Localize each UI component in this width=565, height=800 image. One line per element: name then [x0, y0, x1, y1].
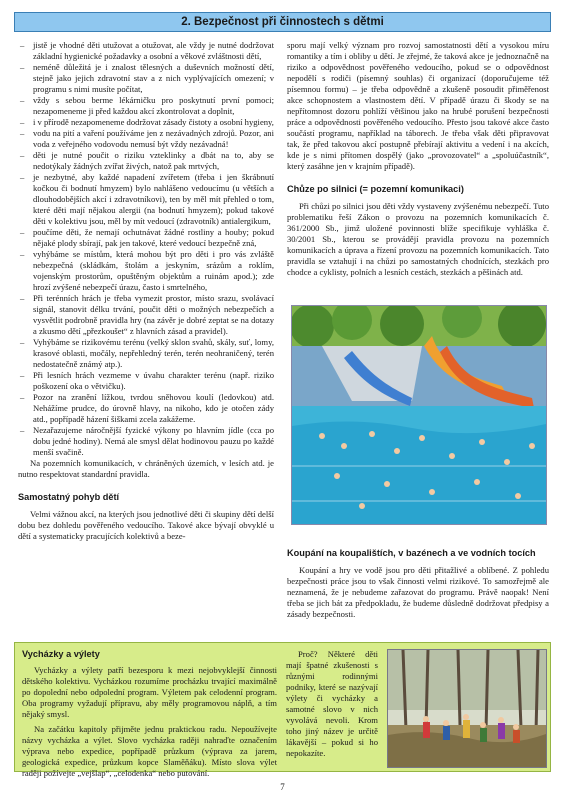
safety-rules-list [18, 40, 274, 458]
paragraph-chuze-po-silnici: Při chůzi po silnici jsou děti vždy vystaveny zvýšenému nebezpečí. Tuto problematiku řeší Zákon o provozu na pozemních komunikacích č. 361/2000 Sb., jimž uložené povinnosti blíže specifikuje vyhláška č. 30/2001 Sb., kterou se provádějí pravidla provozu na pozemních komunikacích a úprava a řízení provozu na pozemních komunikacích. Tato pravidla se vztahují i na chůzi po samostatných chodnících, stezkách pro chodce a cyklisty, polních a lesních cestách, stezkách a pěšinách atd. [287, 201, 549, 277]
list-item: – i v přírodě nezapomeneme dodržovat zásady čistoty a osobní hygieny, [18, 117, 274, 128]
list-item: – neméně důležitá je i znalost tělesných a duševních možností dětí, stejně jako jejich zdravotní stav a z nich vyplývajících omezení; v programu s nimi musíte počítat, [18, 62, 274, 95]
forest-children-photo [387, 649, 547, 768]
list-item: – Při lesních hrách vezmeme v úvahu charakter terénu (např. riziko poškození oka o větvičku). [18, 370, 274, 392]
list-item: – Pozor na zranění lížkou, tvrdou sněhovou koulí (ledovkou) atd. Nehážíme prudce, do úrovně hlavy, na nikoho, kdo je otočen zády atd., popřípadě házení šiškami zcela zakážeme. [18, 392, 274, 425]
swimming-pool-photo [291, 305, 547, 525]
list-item: – je nezbytné, aby každé napadení zvířetem (třeba i jen škrábnutí kočkou či bodnutí hmyzem) bylo nahlášeno vedoucímu (u větších a dlouhodobějších akcí i zdravotníkovi), ten by měl mít přehled o tom, které děti mají nějakou alergii (na bodnutí hmyzem); pokud takové děti v kolektivu jsou, měl by mít vedoucí (zdravotník) antialergikum, [18, 172, 274, 227]
list-item: – vždy s sebou berme lékárničku pro poskytnutí první pomoci; nezapomeneme ji před každou akcí zkontrolovat a doplnit, [18, 95, 274, 117]
list-item: – Vyhýbáme se rizikovému terénu (velký sklon svahů, skály, suť, lomy, krasové oblasti, močály, nepřehledný terén, terén neohraničený, terén nedostatečně známý atp.). [18, 337, 274, 370]
list-item: – jistě je vhodné děti utužovat a otužovat, ale vždy je nutné dodržovat základní hygienické požadavky a osobní a věkové zvláštnosti dětí, [18, 40, 274, 62]
right-column [287, 40, 549, 278]
paragraph-koupani: Koupání a hry ve vodě jsou pro děti přitažlivé a oblíbené. Z pohledu bezpečnosti práce jsou to však činnosti velmi rizikové. To samozřejmě ale neznamená, že je nebudeme zařazovat do programu. Právě naopak! Není třeba se jich bát za předpokladu, že budeme důsledně dodržovat předpisy a zásady bezpečnosti. [287, 565, 549, 619]
closing-paragraph: Na pozemních komunikacích, v chráněných územích, v lesích atd. je nutno respektovat standardní pravidla. [18, 458, 274, 479]
list-item: – děti je nutné poučit o riziku vzteklinky a dbát na to, aby se nedotýkaly žádných zvířat živých, natož pak mrtvých, [18, 150, 274, 172]
page-number: 7 [280, 782, 285, 792]
heading-chuze-po-silnici: Chůze po silnici (= pozemní komunikaci) [287, 184, 464, 194]
list-item: – vodu na pití a vaření používáme jen z nezávadných zdrojů. Pozor, ani voda z veřejného vodovodu nemusí být vždy nezávadná! [18, 128, 274, 150]
section-title: 2. Bezpečnost při činnostech s dětmi [181, 16, 384, 28]
box-main-text [22, 649, 277, 779]
left-column [18, 40, 274, 542]
right-column-bottom [287, 548, 549, 620]
list-item: – Při terénních hrách je třeba vymezit prostor, místo srazu, svolávací signál, stanovit délku trvání, poučit děti o možných nebezpečích a vysvětlit podrobně pravidla hry (na závěr je dobré zeptat se na dotazy a zkusmo dětí „přezkoušet“ z hlavních zásad a pravidel). [18, 293, 274, 337]
vychazky-vylety-box [14, 642, 551, 778]
list-item: – Nezařazujeme náročnější fyzické výkony po hlavním jídle (cca po dobu jedné hodiny). Nemá ale smysl dělat hodinovou pauzu po každé menší svačině. [18, 425, 274, 458]
paragraph-samostatny-pohyb: Velmi vážnou akcí, na kterých jsou jednotlivé děti či skupiny dětí delší dobu bez dohledu pověřeného vedoucího. Takové akce bývají obvyklé u dětí a systematicky pracujících kolektivů a beze- [18, 509, 274, 541]
paragraph-continued: sporu mají velký význam pro rozvoj samostatnosti dětí a vysokou míru romantiky a tím i obliby u dětí. Je zřejmé, že taková akce je jednoznačně na riziko a odpovědnost pověřeného vedoucího, pokud se o odpovědnost nepodělí s rodiči (písemný souhlas) či organizací (doporučujeme též písemnou formu) – je třeba odpovědně a zkušeně posoudit přiměřenost akce schopnostem a vlastnostem dětí. V případě úrazu či škody se na nepřítomnost dozoru pohlíží většinou jako na hrubé porušení bezpečnosti práce a odpovědnosti pověřeného vedoucího. Přesto jsou takové akce často součástí programu, například na táborech. Je třeba však děti připravovat tak, že před takovou akcí postupně přebírají aktivitu a vedení i na akcích, kde je s nimi přítomen dospělý (jako „provozovatel“ a „spoluúčastník“, který zasáhne jen v krajním případě). [287, 40, 549, 171]
heading-samostatny-pohyb: Samostatný pohyb dětí [18, 492, 120, 502]
paragraph-vychazky-2: Na začátku kapitoly přijměte jednu praktickou radu. Nepoužívejte názvy vycházka a výlet. Slovo vycházka raději nahraďte označením výprava nebo expedice, popřípadě průzkum (výprava za jarem, geologická expedice, průzkum kopce Slaměňáku). Místo slova výlet raději požívejte „vejšlap“, „celodenka“ nebo putování. [22, 724, 277, 778]
heading-vychazky-vylety: Vycházky a výlety [22, 649, 100, 659]
paragraph-vychazky-3: Proč? Některé děti mají špatné zkušenosti s různými rodinnými podniky, které se nazývají výlety či vycházky a samotné slovo v nich vyvolává nevoli. Krom toho jiný název je určitě lákavější – pokud si ho nepokazíte. [286, 649, 378, 758]
box-side-text [286, 649, 378, 759]
list-item: – vyhýbáme se místům, která mohou být pro děti i pro vás zvláště nebezpečná (skládkám, štolám a jeskyním, srázům a roklím, vojenským prostorům, opuštěným objektům a ruinám apod.); zde hrozí zvýšené nebezpečí úrazu, často i smrtelného, [18, 249, 274, 293]
section-title-bar [14, 12, 551, 32]
paragraph-vychazky-1: Vycházky a výlety patří bezesporu k mezi nejobvyklejší činnosti dětského kolektivu. Vycházkou rozumíme procházku trvající maximálně po dopolední nebo odpolední program. Výletem pak celodenní program. Oba programy vyžadují přípravu, aby měly programovou náplň, a tím nějaký smysl. [22, 665, 277, 719]
list-item: – poučíme děti, že nemají ochutnávat žádné rostliny a houby; pokud nějaké plody sbírají, pak jen takové, které vedoucí bezpečně zná, [18, 227, 274, 249]
heading-koupani: Koupání na koupalištích, v bazénech a ve vodních tocích [287, 548, 536, 558]
